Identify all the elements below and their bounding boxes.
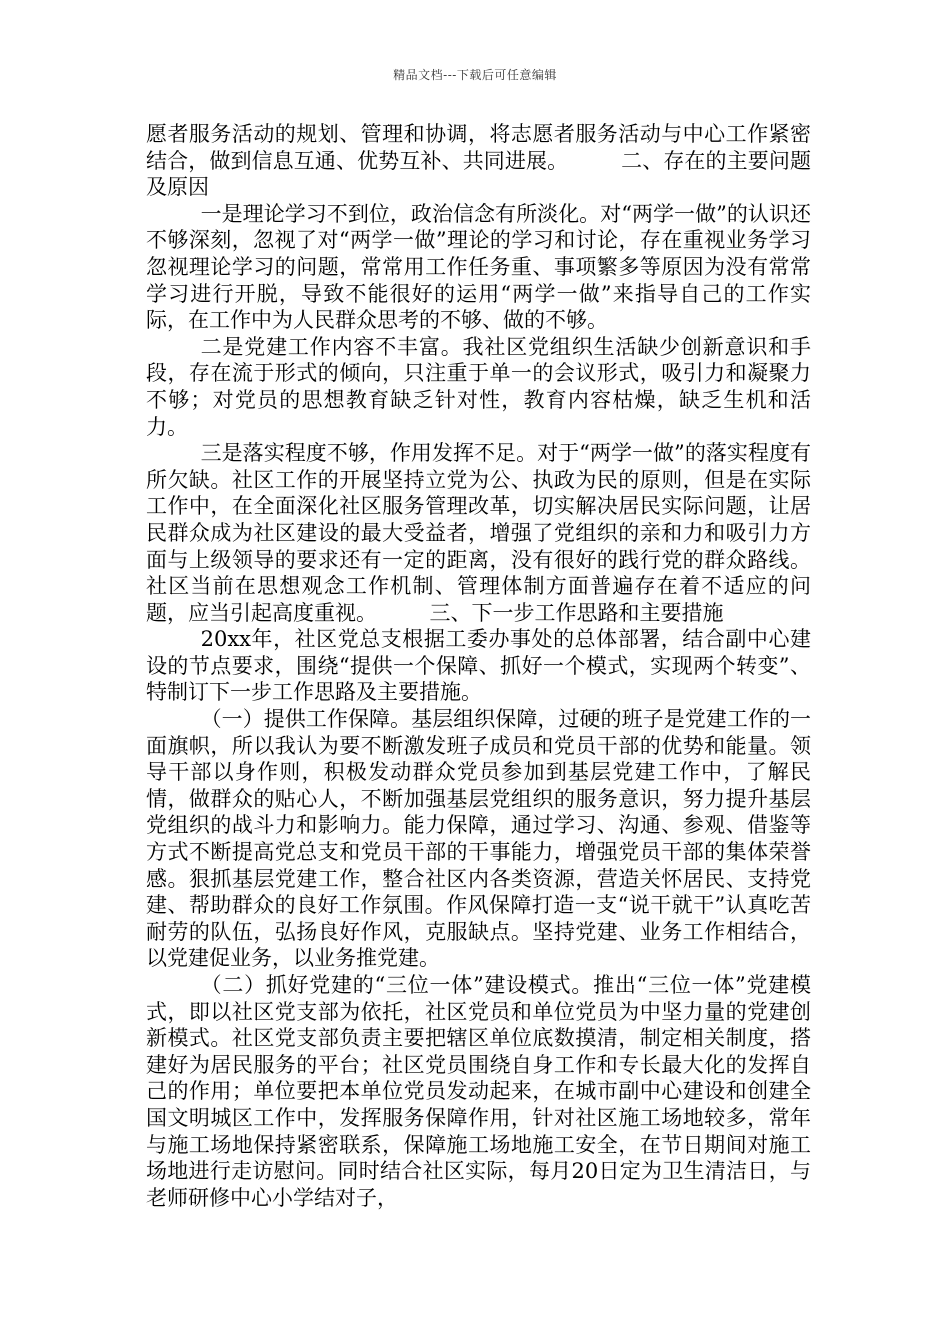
document-body	[146, 121, 811, 1211]
paragraph-6: （一）提供工作保障。基层组织保障，过硬的班子是党建工作的一面旗帜，所以我认为要不断激发班子成员和党员干部的优势和能量。领导干部以身作则，积极发动群众党员参加到基层党建工作中，了解民情，做群众的贴心人，不断加强基层党组织的服务意识，努力提升基层党组织的战斗力和影响力。能力保障，通过学习、沟通、参观、借鉴等方式不断提高党总支和党员干部的干事能力，增强党员干部的集体荣誉感。狠抓基层党建工作，整合社区内各类资源，营造关怀居民、支持党建、帮助群众的良好工作氛围。作风保障打造一支“说干就干”认真吃苦耐劳的队伍，弘扬良好作风，克服缺点。坚持党建、业务工作相结合，以党建促业务，以业务推党建。	[146, 707, 811, 971]
paragraph-5: 20xx年，社区党总支根据工委办事处的总体部署，结合副中心建设的节点要求，围绕“提供一个保障、抓好一个模式，实现两个转变”、特制订下一步工作思路及主要措施。	[146, 627, 811, 705]
paragraph-2: 一是理论学习不到位，政治信念有所淡化。对“两学一做”的认识还不够深刻，忽视了对“两学一做”理论的学习和讨论，存在重视业务学习忽视理论学习的问题，常常用工作任务重、事项繁多等原因为没有常常学习进行开脱，导致不能很好的运用“两学一做”来指导自己的工作实际，在工作中为人民群众思考的不够、做的不够。	[146, 201, 811, 333]
paragraph-3: 二是党建工作内容不丰富。我社区党组织生活缺少创新意识和手段，存在流于形式的倾向，只注重于单一的会议形式，吸引力和凝聚力不够；对党员的思想教育缺乏针对性，教育内容枯燥，缺乏生机和活力。	[146, 334, 811, 439]
paragraph-7: （二）抓好党建的“三位一体”建设模式。推出“三位一体”党建模式，即以社区党支部为依托，社区党员和单位党员为中坚力量的党建创新模式。社区党支部负责主要把辖区单位底数摸清，制定相关制度，搭建好为居民服务的平台；社区党员围绕自身工作和专长最大化的发挥自己的作用；单位要把本单位党员发动起来，在城市副中心建设和创建全国文明城区工作中，发挥服务保障作用，针对社区施工场地较多，常年与施工场地保持紧密联系，保障施工场地施工安全，在节日期间对施工场地进行走访慰问。同时结合社区实际，每月20日定为卫生清洁日，与老师研修中心小学结对子，	[146, 973, 811, 1210]
page-header: 精品文档---下载后可任意编辑	[393, 68, 557, 82]
paragraph-1: 愿者服务活动的规划、管理和协调，将志愿者服务活动与中心工作紧密结合，做到信息互通、优势互补、共同进展。 二、存在的主要问题及原因	[146, 122, 811, 200]
paragraph-4: 三是落实程度不够，作用发挥不足。对于“两学一做”的落实程度有所欠缺。社区工作的开展坚持立党为公、执政为民的原则，但是在实际工作中，在全面深化社区服务管理改革，切实解决居民实际问题，让居民群众成为社区建设的最大受益者，增强了党组织的亲和力和吸引力方面与上级领导的要求还有一定的距离，没有很好的践行党的群众路线。社区当前在思想观念工作机制、管理体制方面普遍存在着不适应的问题，应当引起高度重视。 三、下一步工作思路和主要措施	[146, 441, 811, 625]
